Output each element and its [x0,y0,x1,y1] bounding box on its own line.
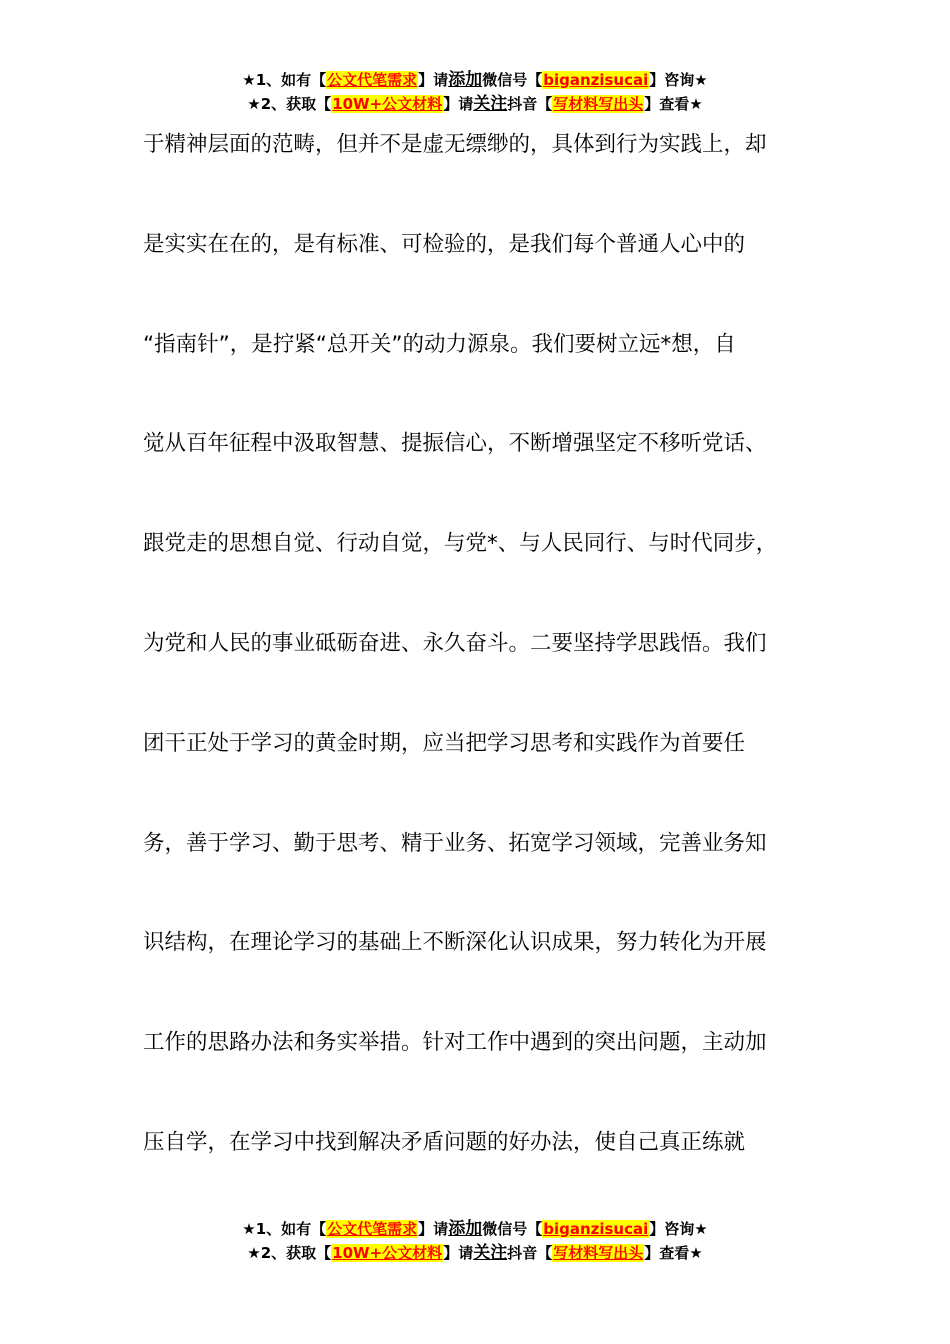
header-banner-line-2 [0,92,950,116]
footer-line2-mid-1: 】请 [443,1244,474,1262]
footer-line1-mid-2: 微信号【 [482,1220,543,1238]
footer-line1-prefix: ★1、如有【 [242,1220,327,1238]
header-line2-mid-2: 抖音【 [507,95,553,113]
body-line: 为党和人民的事业砥砺奋进、永久奋斗。二要坚持学思践悟。我们 [143,630,767,656]
document-body [143,125,823,1223]
header-line1-highlight-1: 公文代笔需求 [327,71,418,89]
header-banner [0,68,950,116]
body-line: 团干正处于学习的黄金时期，应当把学习思考和实践作为首要任 [143,730,746,756]
footer-line2-prefix: ★2、获取【 [247,1244,332,1262]
body-line: 是实实在在的，是有标准、可检验的，是我们每个普通人心中的 [143,231,746,257]
body-line: 觉从百年征程中汲取智慧、提振信心，不断增强坚定不移听党话、 [143,431,767,457]
body-line: 务，善于学习、勤于思考、精于业务、拓宽学习领域，完善业务知 [143,830,767,856]
header-line1-mid-1: 】请 [418,71,449,89]
header-line1-suffix: 】咨询★ [649,71,708,89]
body-line: “指南针”，是拧紧“总开关”的动力源泉。我们要树立远*想，自 [143,331,736,357]
footer-line2-highlight-1: 10W+公文材料 [332,1244,443,1262]
footer-banner-line-1 [0,1217,950,1241]
footer-line1-emphasis: 添加 [448,1219,483,1239]
header-line1-highlight-2: biganzisucai [543,71,649,89]
footer-line2-emphasis: 关注 [473,1243,508,1263]
footer-line2-highlight-2: 写材料写出头 [553,1244,644,1262]
header-line2-highlight-1: 10W+公文材料 [332,95,443,113]
header-line2-emphasis: 关注 [473,94,508,114]
header-line2-mid-1: 】请 [443,95,474,113]
footer-banner-line-2 [0,1241,950,1265]
header-line2-prefix: ★2、获取【 [247,95,332,113]
footer-line1-suffix: 】咨询★ [649,1220,708,1238]
footer-line1-mid-1: 】请 [418,1220,449,1238]
body-line: 跟党走的思想自觉、行动自觉，与党*、与人民同行、与时代同步， [143,531,778,557]
header-line1-emphasis: 添加 [448,70,483,90]
footer-line1-highlight-2: biganzisucai [543,1220,649,1238]
header-line1-prefix: ★1、如有【 [242,71,327,89]
body-line: 识结构，在理论学习的基础上不断深化认识成果，努力转化为开展 [143,930,767,956]
footer-line2-suffix: 】查看★ [644,1244,703,1262]
footer-line2-mid-2: 抖音【 [507,1244,553,1262]
header-line2-suffix: 】查看★ [644,95,703,113]
footer-line1-highlight-1: 公文代笔需求 [327,1220,418,1238]
body-line: 于精神层面的范畴，但并不是虚无缥缈的，具体到行为实践上，却 [143,132,767,157]
header-line2-highlight-2: 写材料写出头 [553,95,644,113]
footer-banner [0,1217,950,1265]
body-line: 工作的思路办法和务实举措。针对工作中遇到的突出问题，主动加 [143,1030,767,1056]
body-line: 压自学，在学习中找到解决矛盾问题的好办法，使自己真正练就 [143,1129,746,1155]
header-line1-mid-2: 微信号【 [482,71,543,89]
header-banner-line-1 [0,68,950,92]
